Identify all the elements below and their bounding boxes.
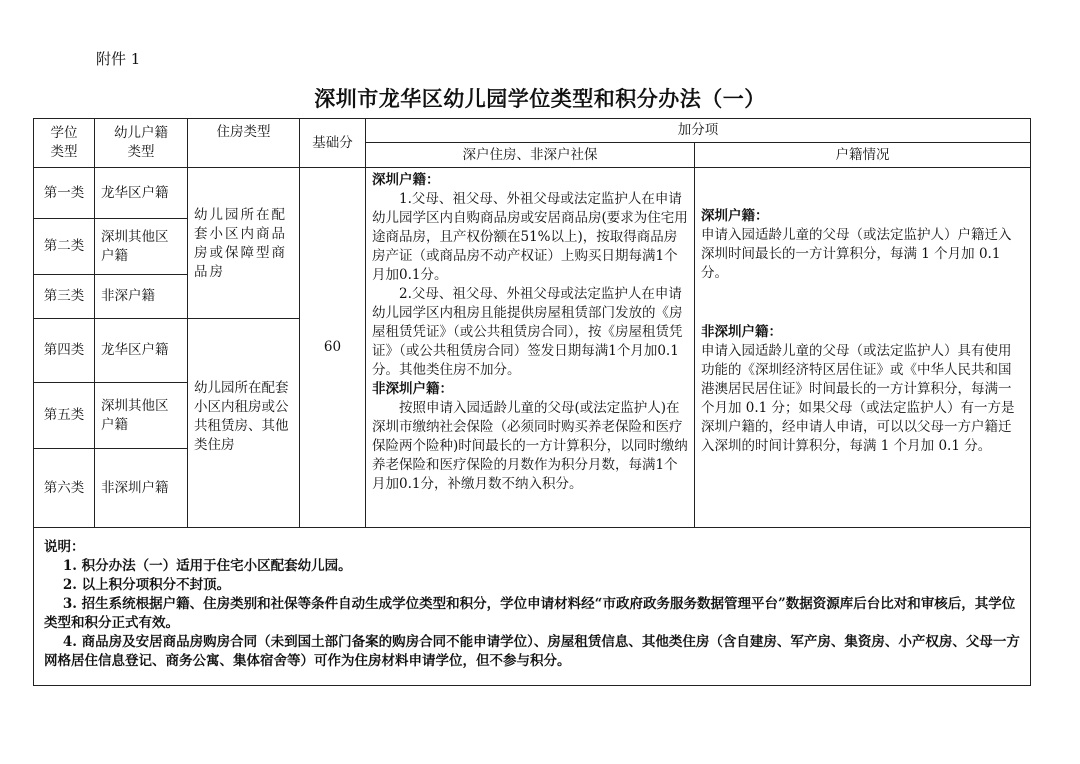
sz-heading: 深圳户籍： <box>372 172 440 188</box>
base-score-value: 60 <box>300 168 366 528</box>
table-row <box>34 168 1031 219</box>
sz-item-2: 2.父母、祖父母、外祖父母或法定监护人在申请幼儿园学区内租房且能提供房屋租赁部门发放的《房屋租赁凭证》（或公共租赁房合同），按《房屋租赁凭证》（或公共租赁房合同）签发日期每满1个月加0.1分。其他类住房不加分。 <box>372 286 683 378</box>
note-item: 3. 招生系统根据户籍、住房类别和社保等条件自动生成学位类型和积分，学位申请材料经“市政府政务服务数据管理平台”数据资源库后台比对和审核后，其学位类型和积分正式有效。 <box>44 596 1016 631</box>
row-hukou: 深圳其他区户籍 <box>95 383 188 449</box>
header-housing-type: 住房类型 <box>188 119 300 168</box>
notes-row <box>34 528 1031 686</box>
row-category: 第六类 <box>34 449 95 528</box>
row-category: 第三类 <box>34 275 95 319</box>
row-category: 第二类 <box>34 219 95 275</box>
row-category: 第五类 <box>34 383 95 449</box>
header-base-score: 基础分 <box>300 119 366 168</box>
bonus-housing-cell <box>366 168 695 528</box>
hukou-nsz-heading: 非深圳户籍： <box>701 324 782 340</box>
row-hukou: 深圳其他区户籍 <box>95 219 188 275</box>
row-hukou: 非深户籍 <box>95 275 188 319</box>
bonus-hukou-cell <box>695 168 1031 528</box>
attachment-label: 附件 1 <box>96 50 141 68</box>
housing-group-1: 幼儿园所在配套小区内商品房或保障型商品房 <box>188 168 300 319</box>
header-bonus-hukou: 户籍情况 <box>695 143 1031 168</box>
hukou-sz-body: 申请入园适龄儿童的父母（或法定监护人）户籍迁入深圳时间最长的一方计算积分，每满 1 个月加 0.1 分。 <box>701 227 1012 281</box>
row-category: 第四类 <box>34 319 95 383</box>
row-category: 第一类 <box>34 168 95 219</box>
note-item: 1. 积分办法（一）适用于住宅小区配套幼儿园。 <box>62 558 352 574</box>
hukou-sz-heading: 深圳户籍： <box>701 208 769 224</box>
notes-heading: 说明： <box>44 539 85 555</box>
header-bonus: 加分项 <box>366 119 1031 143</box>
row-hukou: 龙华区户籍 <box>95 168 188 219</box>
scoring-table <box>33 118 1031 686</box>
note-item: 2. 以上积分项积分不封顶。 <box>62 577 231 593</box>
nsz-heading: 非深圳户籍： <box>372 381 453 397</box>
header-degree-type: 学位 类型 <box>34 119 95 168</box>
header-bonus-housing: 深户住房、非深户社保 <box>366 143 695 168</box>
housing-group-2: 幼儿园所在配套小区内租房或公共租赁房、其他类住房 <box>188 319 300 528</box>
nsz-item: 按照申请入园适龄儿童的父母(或法定监护人)在深圳市缴纳社会保险（必须同时购买养老保险和医疗保险两个险种)时间最长的一方计算积分，以同时缴纳养老保险和医疗保险的月数作为积分月数，每满1个月加0.1分，补缴月数不纳入积分。 <box>372 400 688 492</box>
header-hukou-type: 幼儿户籍 类型 <box>95 119 188 168</box>
sz-item-1: 1.父母、祖父母、外祖父母或法定监护人在申请幼儿园学区内自购商品房或安居商品房(要求为住宅用途商品房，且产权份额在51%以上)，按取得商品房房产证（或商品房不动产权证）上购买日期每满1个月加0.1分。 <box>372 191 688 283</box>
note-item: 4. 商品房及安居商品房购房合同（未到国土部门备案的购房合同不能申请学位）、房屋租赁信息、其他类住房（含自建房、军产房、集资房、小产权房、父母一方网格居住信息登记、商务公寓、集体宿舍等）可作为住房材料申请学位，但不参与积分。 <box>44 634 1020 669</box>
notes-cell <box>34 528 1031 686</box>
document-title: 深圳市龙华区幼儿园学位类型和积分办法（一） <box>314 86 766 111</box>
row-hukou: 非深圳户籍 <box>95 449 188 528</box>
hukou-nsz-body: 申请入园适龄儿童的父母（或法定监护人）具有使用功能的《深圳经济特区居住证》或《中华人民共和国港澳居民居住证》时间最长的一方计算积分，每满一个月加 0.1 分；如果父母（或法定监护人）有一方是深圳户籍的，经申请人申请，可以以父母一方户籍迁入深圳的时间计算积分，每满 1 个月加 0.1 分。 <box>701 343 1015 454</box>
row-hukou: 龙华区户籍 <box>95 319 188 383</box>
